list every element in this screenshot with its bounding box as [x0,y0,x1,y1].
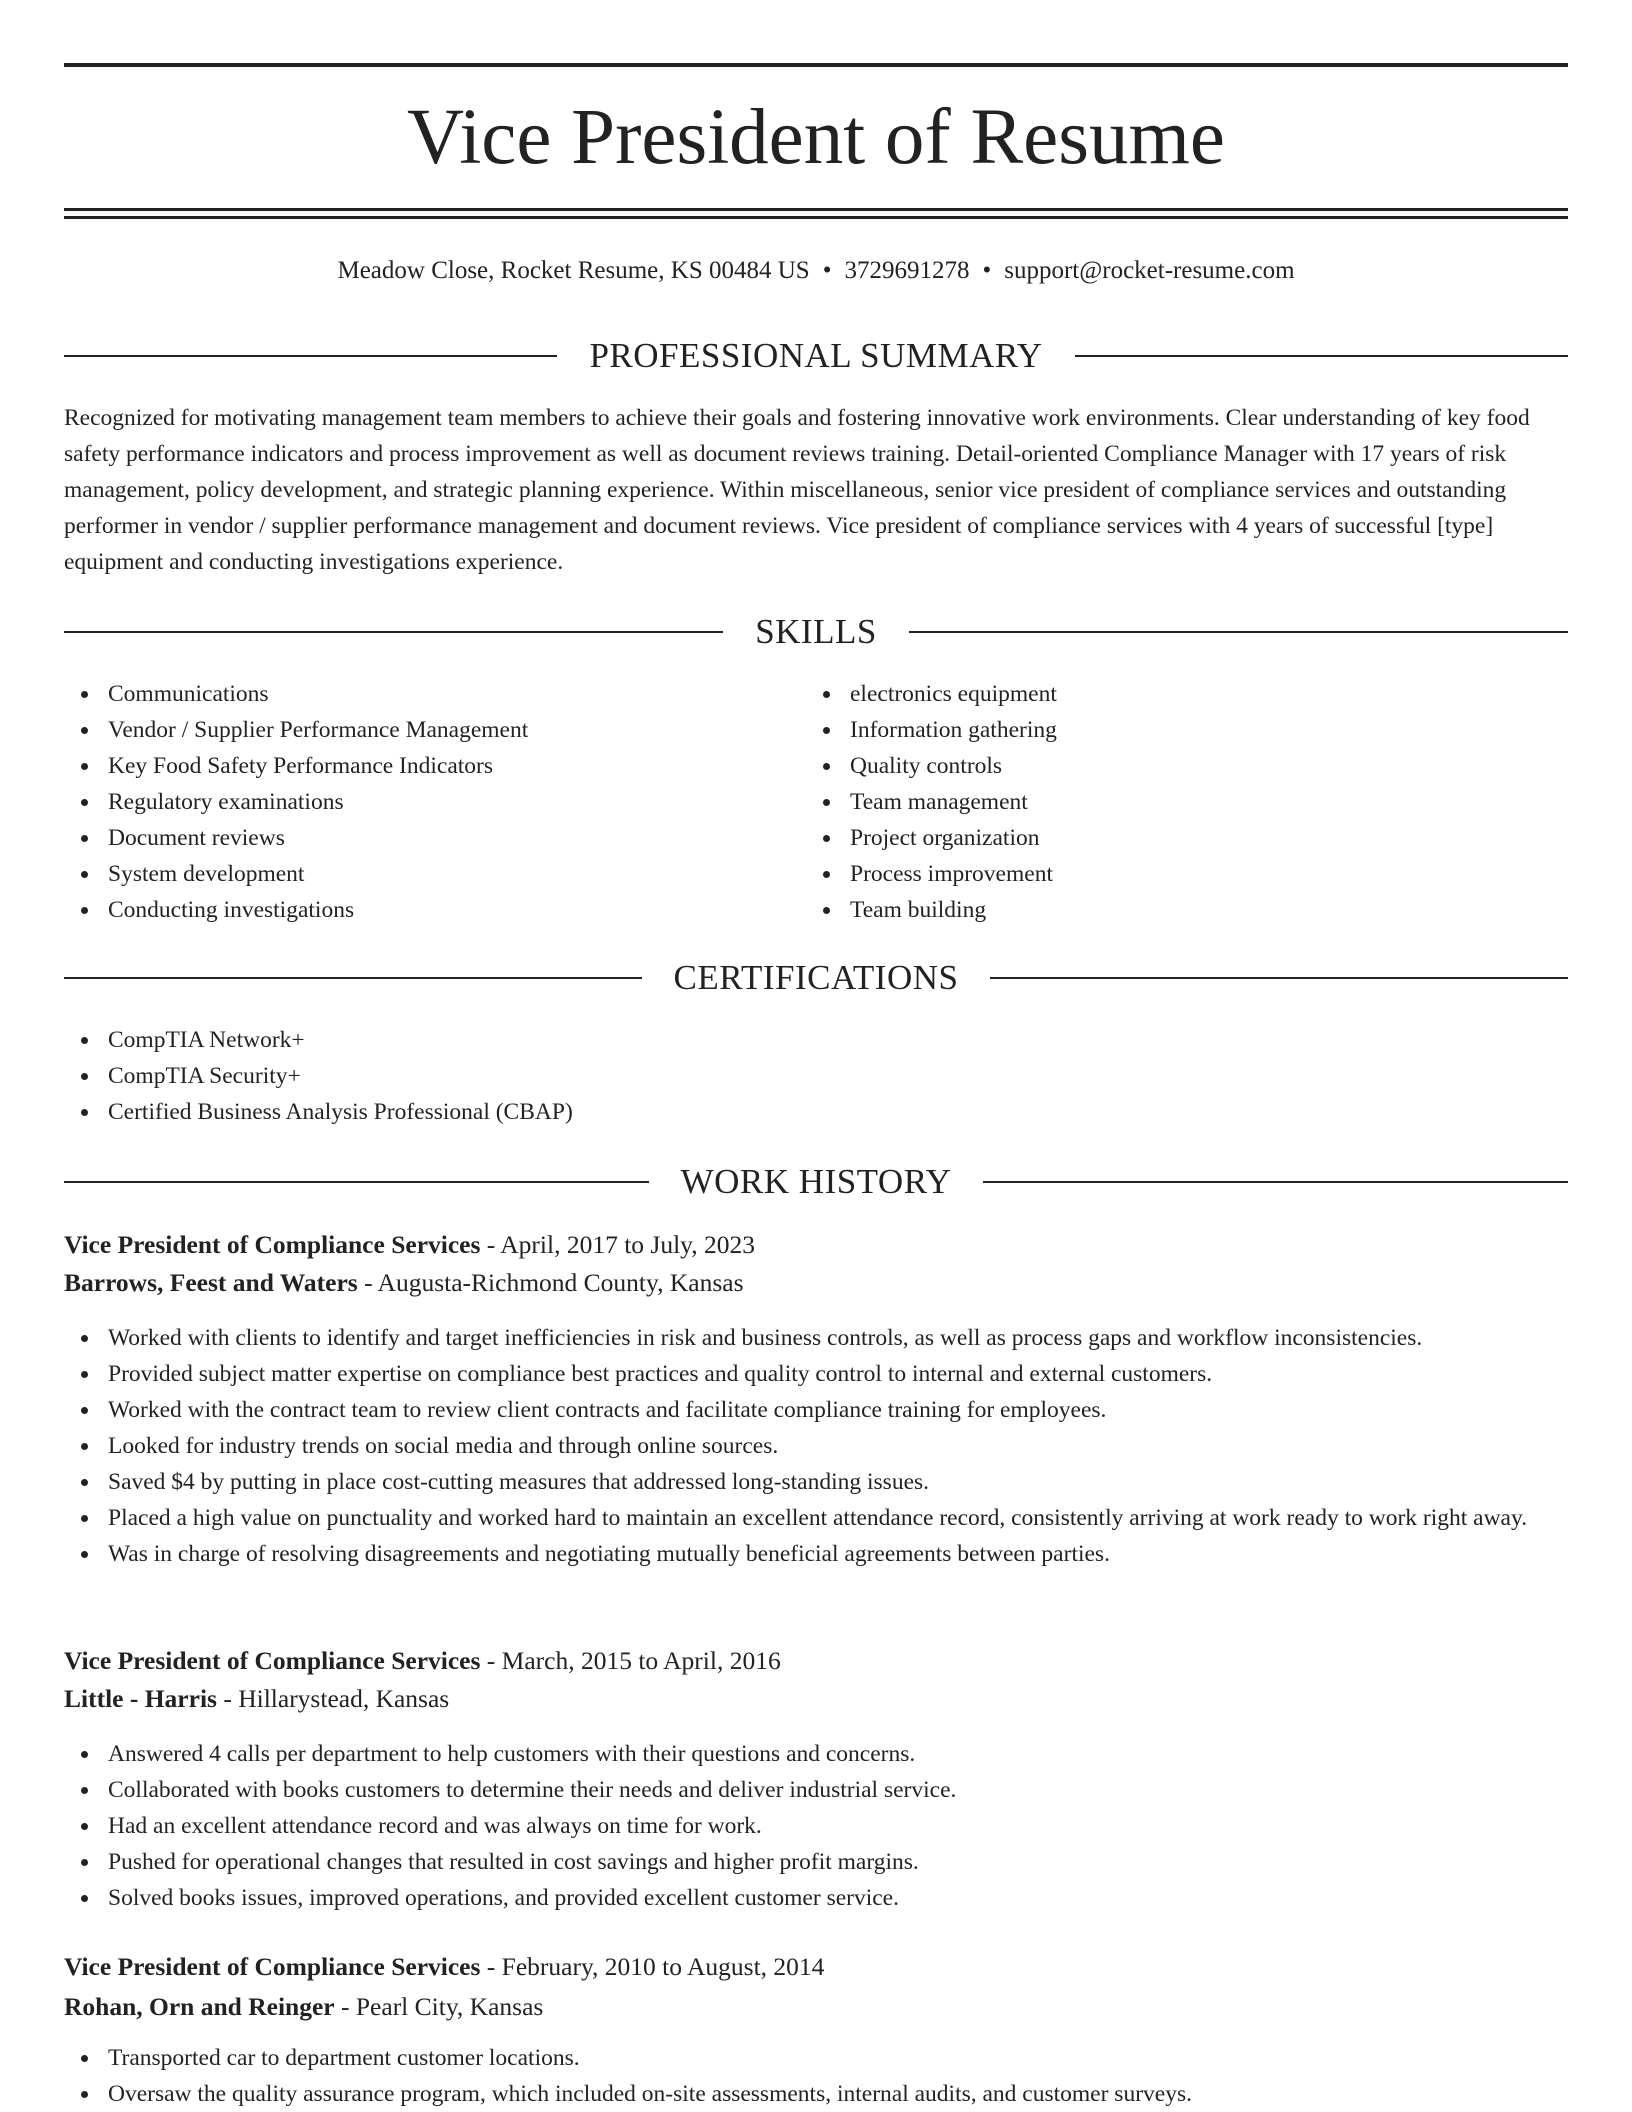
job-company-line [64,1988,1568,2026]
skill-item: Key Food Safety Performance Indicators [64,748,804,784]
job-bullet: Placed a high value on punctuality and worked hard to maintain an excellent attendance record, consistently arriving at work ready to work right away. [64,1500,1568,1536]
skills-list-right [806,676,1546,928]
certification-item: CompTIA Network+ [64,1022,1568,1058]
job-separator: - [357,1268,378,1297]
job-title-line [64,1948,1568,1986]
job-location: Augusta-Richmond County, Kansas [377,1268,744,1297]
contact-separator: • [982,257,992,284]
section-rule [1075,355,1568,357]
contact-phone: 3729691278 [844,257,970,284]
section-title: PROFESSIONAL SUMMARY [589,336,1043,375]
section-rule [983,1181,1568,1183]
contact-address: Meadow Close, Rocket Resume, KS 00484 US [337,257,810,284]
job-title-line [64,1226,1568,1264]
job-location: Pearl City, Kansas [355,1992,544,2021]
section-rule [64,1181,649,1183]
name-underline-rule-second [64,216,1568,219]
skill-item: System development [64,856,804,892]
job-bullet: Collaborated with books customers to determine their needs and deliver industrial service. [64,1772,1568,1808]
name-underline-rule [64,208,1568,211]
job-bullet: Saved $4 by putting in place cost-cutting measures that addressed long-standing issues. [64,1464,1568,1500]
section-header-skills [64,612,1568,652]
section-rule [909,631,1568,633]
skill-item: electronics equipment [806,676,1546,712]
job-bullet: Answered 4 calls per department to help customers with their questions and concerns. [64,1736,1568,1772]
skill-item: Conducting investigations [64,892,804,928]
section-title: CERTIFICATIONS [673,958,959,997]
job-bullet: Pushed for operational changes that resulted in cost savings and higher profit margins. [64,1844,1568,1880]
skill-item: Project organization [806,820,1546,856]
section-title: SKILLS [755,612,877,651]
job-bullets [64,2040,1568,2112]
job-bullet: Looked for industry trends on social media and through online sources. [64,1428,1568,1464]
job-bullet: Transported car to department customer locations. [64,2040,1568,2076]
section-rule [64,977,642,979]
certification-item: CompTIA Security+ [64,1058,1568,1094]
contact-email: support@rocket-resume.com [1004,257,1295,284]
job-title: Vice President of Compliance Services [64,1230,481,1259]
job-bullet: Had an excellent attendance record and was always on time for work. [64,1808,1568,1844]
job-separator: - [480,1230,501,1259]
section-header-work-history [64,1162,1568,1202]
job-bullets [64,1736,1568,1916]
skills-list-left [64,676,804,928]
job-dates: February, 2010 to August, 2014 [501,1952,825,1981]
contact-line [64,254,1568,288]
job-bullet: Worked with clients to identify and target inefficiencies in risk and business controls, as well as process gaps and workflow inconsistencies. [64,1320,1568,1356]
section-rule [64,355,557,357]
job-separator: - [480,1952,502,1981]
job-bullet: Solved books issues, improved operations, and provided excellent customer service. [64,1880,1568,1916]
job-company-line [64,1680,1568,1718]
job-separator: - [334,1992,356,2021]
summary-text: Recognized for motivating management team members to achieve their goals and fostering innovative work environments. Clear understanding of key food safety performance indicators and process improvement as well as document reviews training. Detail-oriented Compliance Manager with 17 years of risk management, policy development, and strategic planning experience. Within miscellaneous, senior vice president of compliance services and outstanding performer in vendor / supplier performance management and document reviews. Vice president of compliance services with 4 years of successful [type] equipment and conducting investigations experience. [64,405,1530,575]
job-bullet: Was in charge of resolving disagreements and negotiating mutually beneficial agreements between parties. [64,1536,1568,1572]
section-rule [64,631,723,633]
job-bullet: Worked with the contract team to review client contracts and facilitate compliance training for employees. [64,1392,1568,1428]
skill-item: Team management [806,784,1546,820]
job-bullet: Provided subject matter expertise on compliance best practices and quality control to internal and external customers. [64,1356,1568,1392]
section-rule [990,977,1568,979]
skill-item: Process improvement [806,856,1546,892]
skill-item: Document reviews [64,820,804,856]
certification-item: Certified Business Analysis Professional (CBAP) [64,1094,1568,1130]
job-separator: - [216,1684,239,1713]
skill-item: Communications [64,676,804,712]
skill-item: Information gathering [806,712,1546,748]
job-company: Barrows, Feest and Waters [64,1268,358,1297]
job-dates: March, 2015 to April, 2016 [501,1646,781,1675]
job-title: Vice President of Compliance Services [64,1952,481,1981]
top-rule [64,63,1568,67]
job-bullet: Oversaw the quality assurance program, which included on-site assessments, internal audits, and customer surveys. [64,2076,1568,2112]
job-separator: - [480,1646,502,1675]
job-title-line [64,1642,1568,1680]
job-company: Rohan, Orn and Reinger [64,1992,335,2021]
skill-item: Regulatory examinations [64,784,804,820]
section-header-certifications [64,958,1568,998]
job-dates: April, 2017 to July, 2023 [500,1230,756,1259]
job-title: Vice President of Compliance Services [64,1646,481,1675]
resume-name: Vice President of Resume [407,94,1225,181]
job-company: Little - Harris [64,1684,217,1713]
job-bullets [64,1320,1568,1572]
job-location: Hillarystead, Kansas [238,1684,450,1713]
section-title: WORK HISTORY [680,1162,952,1201]
job-company-line [64,1264,1568,1302]
skill-item: Quality controls [806,748,1546,784]
certifications-list [64,1022,1568,1130]
skill-item: Team building [806,892,1546,928]
skill-item: Vendor / Supplier Performance Management [64,712,804,748]
contact-separator: • [822,257,832,284]
section-header-summary [64,336,1568,376]
